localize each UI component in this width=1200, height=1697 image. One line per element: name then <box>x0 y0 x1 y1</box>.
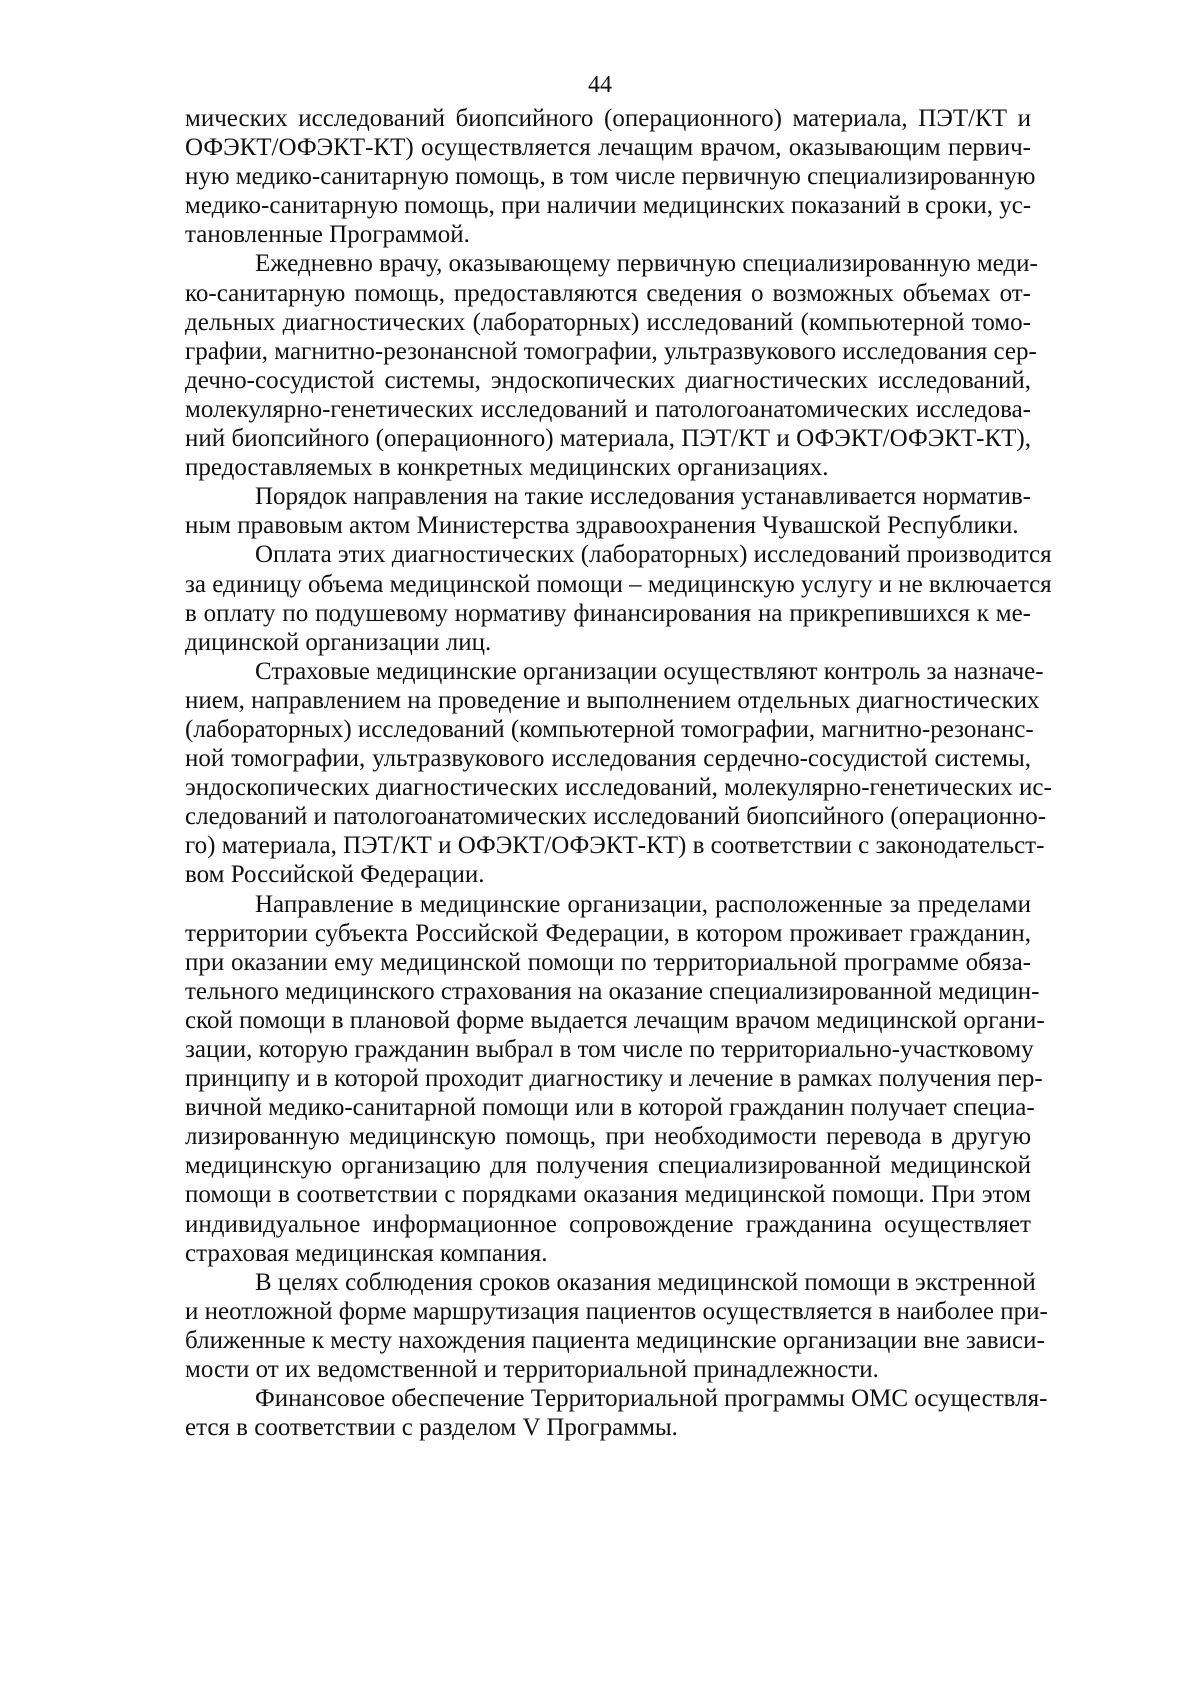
text-line: нием, направлением на проведение и выполнением отдельных диагностических <box>185 686 1040 714</box>
text-line: ется в соответствии с разделом V Программы. <box>185 1414 678 1442</box>
text-line: Оплата этих диагностических (лабораторных) исследований производится <box>255 541 1052 569</box>
text-line: ОФЭКТ/ОФЭКТ-КТ) осуществляется лечащим врачом, оказывающим первич- <box>185 134 1031 162</box>
text-line: эндоскопических диагностических исследований, молекулярно-генетических ис- <box>185 774 1052 802</box>
text-line: и неотложной форме маршрутизация пациентов осуществляется в наиболее при- <box>185 1297 1048 1325</box>
text-line: Порядок направления на такие исследования устанавливается норматив- <box>255 483 1031 511</box>
text-line: графии, магнитно-резонансной томографии, ультразвукового исследования сер- <box>185 337 1037 365</box>
paragraph <box>185 104 1036 249</box>
text-line: дицинской организации лиц. <box>185 628 492 656</box>
text-line: медицинскую организацию для получения специализированной медицинской <box>185 1152 1031 1180</box>
text-line: предоставляемых в конкретных медицинских организациях. <box>185 454 829 482</box>
text-line: го) материала, ПЭТ/КТ и ОФЭКТ/ОФЭКТ-КТ) в соответствии с законодательст- <box>185 832 1045 860</box>
text-line: следований и патологоанатомических исследований биопсийного (операционно- <box>185 803 1047 831</box>
text-line: страховая медицинская компания. <box>185 1239 548 1267</box>
paragraph <box>185 249 1038 482</box>
paragraph <box>185 890 1045 1268</box>
text-line: ний биопсийного (операционного) материала, ПЭТ/КТ и ОФЭКТ/ОФЭКТ-КТ), <box>185 425 1031 453</box>
text-line: молекулярно-генетических исследований и патологоанатомических исследова- <box>185 395 1031 423</box>
text-line: дельных диагностических (лабораторных) исследований (компьютерной томо- <box>185 308 1031 336</box>
text-line: тельного медицинского страхования на оказание специализированной медицин- <box>185 977 1040 1005</box>
text-line: при оказании ему медицинской помощи по территориальной программе обяза- <box>185 948 1031 976</box>
text-line: зации, которую гражданин выбрал в том числе по территориально-участковому <box>185 1036 1034 1063</box>
page-number: 44 <box>588 72 612 98</box>
text-line: помощи в соответствии с порядками оказания медицинской помощи. При этом <box>185 1181 1031 1209</box>
text-line: (лабораторных) исследований (компьютерной томографии, магнитно-резонанс- <box>185 715 1034 743</box>
paragraph <box>185 1268 1048 1384</box>
text-line: ближенные к месту нахождения пациента медицинские организации вне зависи- <box>185 1326 1045 1354</box>
text-line: дечно-сосудистой системы, эндоскопических диагностических исследований, <box>185 366 1031 394</box>
text-line: ной томографии, ультразвукового исследования сердечно-сосудистой системы, <box>185 745 1031 773</box>
paragraph <box>185 657 1052 890</box>
text-line: ную медико-санитарную помощь, в том числе первичную специализированную <box>185 163 1036 191</box>
text-line: лизированную медицинскую помощь, при необходимости перевода в другую <box>185 1123 1031 1151</box>
text-line: Направление в медицинские организации, расположенные за пределами <box>255 890 1031 918</box>
paragraph <box>185 540 1052 656</box>
text-line: ко-санитарную помощь, предоставляются сведения о возможных объемах от- <box>185 279 1031 307</box>
document-body <box>185 104 1052 1442</box>
text-line: В целях соблюдения сроков оказания медицинской помощи в экстренной <box>255 1268 1036 1296</box>
text-line: вичной медико-санитарной помощи или в которой гражданин получает специа- <box>185 1094 1035 1122</box>
text-line: Ежедневно врачу, оказывающему первичную специализированную меди- <box>255 250 1038 278</box>
text-line: ской помощи в плановой форме выдается лечащим врачом медицинской органи- <box>185 1006 1045 1034</box>
text-line: медико-санитарную помощь, при наличии медицинских показаний в сроки, ус- <box>185 192 1032 220</box>
text-line: Страховые медицинские организации осуществляют контроль за назначе- <box>255 657 1044 685</box>
text-line: принципу и в которой проходит диагностику и лечение в рамках получения пер- <box>185 1065 1043 1093</box>
text-line: в оплату по подушевому нормативу финансирования на прикрепившихся к ме- <box>185 599 1031 627</box>
text-line: тановленные Программой. <box>185 221 470 249</box>
text-line: вом Российской Федерации. <box>185 861 485 889</box>
text-line: мости от их ведомственной и территориальной принадлежности. <box>185 1356 879 1384</box>
text-line: территории субъекта Российской Федерации, в котором проживает гражданин, <box>185 919 1031 947</box>
paragraph <box>185 482 1031 540</box>
text-line: мических исследований биопсийного (операционного) материала, ПЭТ/КТ и <box>185 105 1031 132</box>
paragraph <box>185 1384 1048 1442</box>
text-line: индивидуальное информационное сопровождение гражданина осуществляет <box>185 1210 1031 1238</box>
text-line: ным правовым актом Министерства здравоохранения Чувашской Республики. <box>185 512 1019 540</box>
text-line: Финансовое обеспечение Территориальной программы ОМС осуществля- <box>255 1385 1048 1413</box>
text-line: за единицу объема медицинской помощи – медицинскую услугу и не включается <box>185 570 1052 598</box>
